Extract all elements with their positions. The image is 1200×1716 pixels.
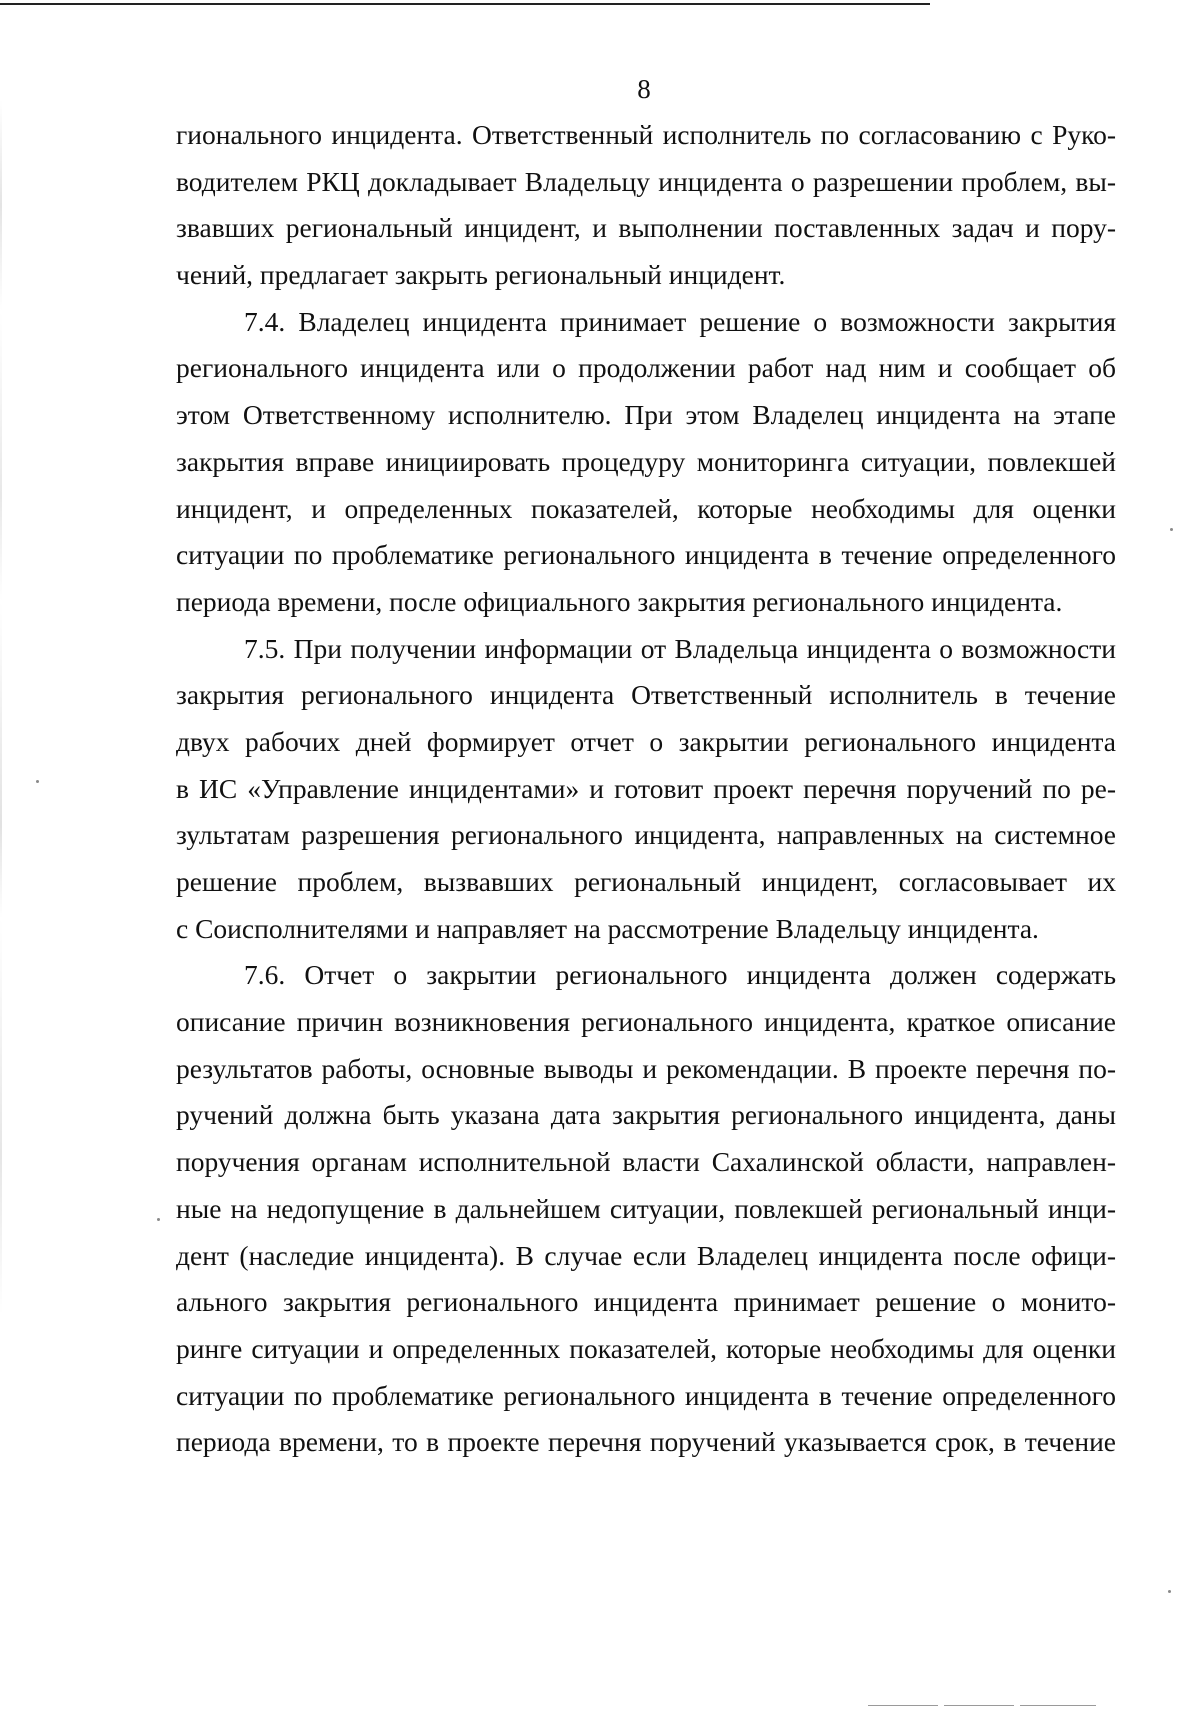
text-line: поручения органам исполнительной власти Сахалинской области, направлен- xyxy=(176,1146,1116,1178)
text-line: решение проблем, вызвавших региональный инцидент, согласовывает их xyxy=(176,866,1116,897)
text-line: закрытия регионального инцидента Ответственный исполнитель в течение xyxy=(176,679,1116,711)
paragraph-7-5 xyxy=(176,626,1116,953)
bottom-scan-rule xyxy=(944,1705,1014,1706)
bottom-scan-rule xyxy=(1020,1705,1096,1706)
text-line: дент (наследие инцидента). В случае если Владелец инцидента после офици- xyxy=(176,1239,1116,1271)
text-line: описание причин возникновения регионального инцидента, краткое описание xyxy=(176,1006,1116,1038)
scan-speck xyxy=(1168,1590,1171,1593)
bottom-scan-rule xyxy=(868,1705,938,1706)
text-line: зультатам разрешения регионального инцидента, направленных на системное xyxy=(176,819,1116,851)
text-line: ринге ситуации и определенных показателей, которые необходимы для оценки xyxy=(176,1332,1116,1364)
text-line: ситуации по проблематике регионального инцидента в течение определенного xyxy=(176,1379,1116,1411)
scan-speck xyxy=(1170,528,1173,531)
text-line: 7.6. Отчет о закрытии регионального инцидента должен содержать xyxy=(244,959,1116,991)
document-body xyxy=(176,112,1116,1466)
text-line: ручений должна быть указана дата закрытия регионального инцидента, даны xyxy=(176,1099,1116,1131)
scan-speck xyxy=(157,1218,160,1221)
top-scan-rule xyxy=(0,3,930,5)
text-line: в ИС «Управление инцидентами» и готовит проект перечня поручений по ре- xyxy=(176,772,1116,804)
text-line: двух рабочих дней формирует отчет о закрытии регионального инцидента xyxy=(176,725,1116,757)
text-line: этом Ответственному исполнителю. При этом Владелец инцидента на этапе xyxy=(176,399,1116,431)
paragraph-7-4 xyxy=(176,299,1116,626)
text-line: периода времени, то в проекте перечня поручений указывается срок, в течение xyxy=(176,1426,1116,1458)
text-line: закрытия вправе инициировать процедуру мониторинга ситуации, повлекшей xyxy=(176,445,1116,477)
text-line: ального закрытия регионального инцидента принимает решение о монито- xyxy=(176,1286,1116,1318)
text-line: периода времени, после официального закрытия регионального инцидента. xyxy=(176,585,1063,617)
page-number: 8 xyxy=(637,74,651,104)
text-line: ситуации по проблематике регионального инцидента в течение определенного xyxy=(176,539,1116,571)
text-line: с Соисполнителями и направляет на рассмотрение Владельцу инцидента. xyxy=(176,912,1039,944)
text-line: ные на недопущение в дальнейшем ситуации, повлекшей региональный инци- xyxy=(176,1192,1116,1224)
text-line: результатов работы, основные выводы и рекомендации. В проекте перечня по- xyxy=(176,1052,1116,1084)
scan-speck xyxy=(36,780,39,783)
left-scan-edge xyxy=(0,100,2,1420)
text-line: водителем РКЦ докладывает Владельцу инцидента о разрешении проблем, вы- xyxy=(176,165,1116,197)
text-line: инцидент, и определенных показателей, которые необходимы для оценки xyxy=(176,492,1116,524)
text-line: 7.4. Владелец инцидента принимает решение о возможности закрытия xyxy=(244,305,1116,337)
text-line: регионального инцидента или о продолжении работ над ним и сообщает об xyxy=(176,352,1116,384)
text-line: гионального инцидента. Ответственный исполнитель по согласованию с Руко- xyxy=(176,119,1116,150)
paragraph-continuation xyxy=(176,112,1116,299)
text-line: чений, предлагает закрыть региональный инцидент. xyxy=(176,259,786,291)
paragraph-7-6 xyxy=(176,952,1116,1466)
text-line: звавших региональный инцидент, и выполнении поставленных задач и пору- xyxy=(176,212,1116,244)
text-line: 7.5. При получении информации от Владельца инцидента о возможности xyxy=(244,632,1116,664)
